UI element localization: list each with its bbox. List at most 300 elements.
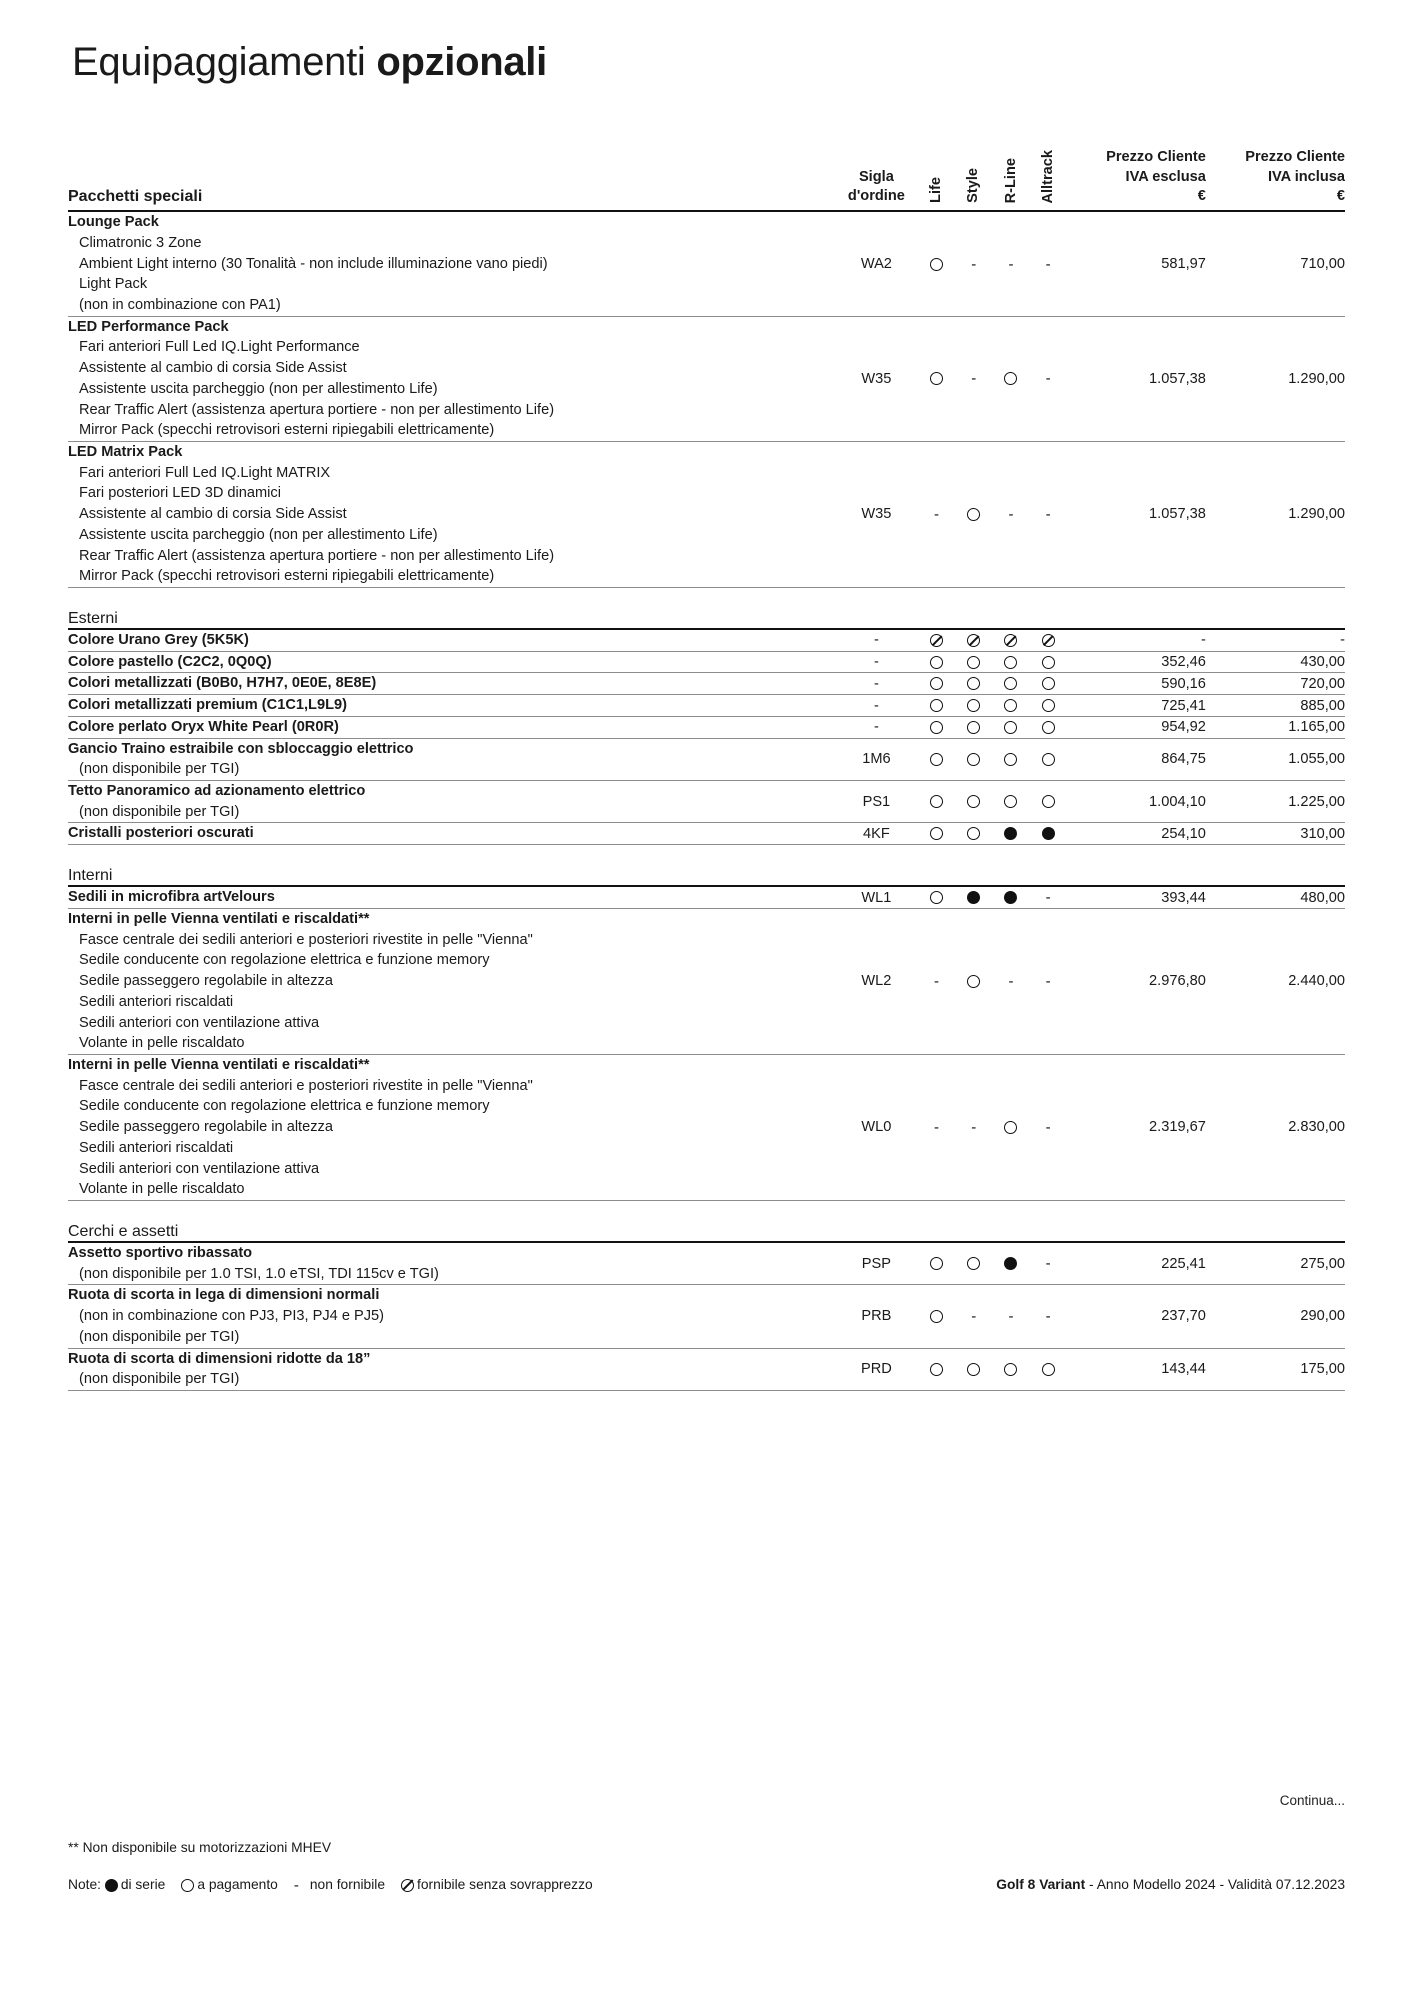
symbol-optional <box>930 891 943 904</box>
symbol-unavailable: - <box>934 1119 940 1137</box>
option-availability-life <box>918 629 955 651</box>
option-availability-life <box>918 1348 955 1390</box>
option-description <box>68 886 835 908</box>
symbol-unavailable: - <box>1045 889 1051 907</box>
option-note: (non disponibile per 1.0 TSI, 1.0 eTSI, TDI 115cv e TGI) <box>79 1265 439 1282</box>
document-footer <box>996 1877 1345 1892</box>
option-availability-rline <box>992 651 1029 672</box>
option-availability-rline <box>992 316 1029 441</box>
header-order-code: Sigla d'ordine <box>847 168 905 205</box>
option-order-code: WL2 <box>861 973 892 990</box>
option-description <box>68 1054 835 1200</box>
option-name: Sedili in microfibra artVelours <box>68 889 275 906</box>
option-name: LED Performance Pack <box>68 318 229 335</box>
option-price-incl-vat: 1.290,00 <box>1288 506 1345 523</box>
option-availability-rline <box>992 629 1029 651</box>
table-row <box>68 908 1345 1054</box>
symbol-optional <box>930 699 943 712</box>
document-footer-rest: - Anno Modello 2024 - Validità 07.12.2023 <box>1085 1877 1345 1892</box>
symbol-unavailable: - <box>1045 1308 1051 1326</box>
option-description <box>68 1242 835 1284</box>
option-name: Colore perlato Oryx White Pearl (0R0R) <box>68 718 339 735</box>
option-availability-style <box>955 211 992 316</box>
option-price-excl-vat: 581,97 <box>1161 255 1206 272</box>
option-order-code: - <box>873 675 879 692</box>
option-name: Colori metallizzati (B0B0, H7H7, 0E0E, 8E8E) <box>68 675 377 692</box>
symbol-no-surcharge <box>930 634 943 647</box>
symbol-unavailable: - <box>1045 370 1051 388</box>
legend-item <box>294 1877 385 1892</box>
option-description <box>68 823 835 844</box>
option-availability-rline <box>992 781 1029 823</box>
option-description <box>68 738 835 780</box>
symbol-unavailable: - <box>293 1876 299 1894</box>
option-detail: Sedili anteriori riscaldati <box>79 993 234 1010</box>
symbol-optional <box>1042 677 1055 690</box>
option-name: Tetto Panoramico ad azionamento elettrico <box>68 783 366 800</box>
option-detail: Assistente uscita parcheggio (non per allestimento Life) <box>79 526 438 543</box>
option-name: Ruota di scorta di dimensioni ridotte da 18” <box>68 1350 371 1367</box>
option-price-incl-vat: 710,00 <box>1300 255 1345 272</box>
symbol-optional <box>930 721 943 734</box>
option-price-excl-vat: 225,41 <box>1161 1255 1206 1272</box>
option-name: Lounge Pack <box>68 214 159 231</box>
legend-item-label: non fornibile <box>309 1877 386 1892</box>
symbol-optional <box>1004 677 1017 690</box>
option-price-incl-vat: 1.225,00 <box>1288 793 1345 810</box>
symbol-optional <box>1004 1363 1017 1376</box>
option-note: (non disponibile per TGI) <box>79 761 240 778</box>
option-name: Colore Urano Grey (5K5K) <box>68 632 249 648</box>
symbol-unavailable: - <box>1045 973 1051 991</box>
option-price-incl-vat: 1.165,00 <box>1288 719 1345 736</box>
symbol-optional <box>930 677 943 690</box>
option-availability-rline <box>992 823 1029 844</box>
option-availability-style <box>955 695 992 716</box>
option-order-code: - <box>873 654 879 671</box>
option-availability-alltrack <box>1030 651 1067 672</box>
option-price-incl-vat: 1.290,00 <box>1288 370 1345 387</box>
option-description <box>68 695 835 716</box>
symbol-optional <box>967 795 980 808</box>
option-availability-alltrack <box>1030 1242 1067 1284</box>
spacer <box>68 845 1345 868</box>
option-price-excl-vat: 1.057,38 <box>1149 506 1206 523</box>
option-price-incl-vat: 275,00 <box>1300 1255 1345 1272</box>
option-detail: Volante in pelle riscaldato <box>79 1181 245 1198</box>
option-detail: Sedile conducente con regolazione elettrica e funzione memory <box>79 1098 490 1115</box>
option-detail: Sedili anteriori riscaldati <box>79 1139 234 1156</box>
option-price-excl-vat: 143,44 <box>1161 1361 1206 1378</box>
option-availability-alltrack <box>1030 1054 1067 1200</box>
symbol-optional <box>1042 795 1055 808</box>
option-availability-style <box>955 629 992 651</box>
continued-label: Continua... <box>1279 1793 1345 1808</box>
option-availability-alltrack <box>1030 908 1067 1054</box>
option-note: (non disponibile per TGI) <box>79 1328 240 1345</box>
option-price-incl-vat: 885,00 <box>1300 697 1345 714</box>
option-price-excl-vat: 1.057,38 <box>1149 370 1206 387</box>
symbol-unavailable: - <box>971 1308 977 1326</box>
symbol-unavailable: - <box>934 506 940 524</box>
option-availability-life <box>918 316 955 441</box>
option-detail: Light Pack <box>79 276 148 293</box>
option-order-code: - <box>873 632 879 649</box>
option-description <box>68 316 835 441</box>
option-price-incl-vat: 480,00 <box>1300 889 1345 906</box>
symbol-optional <box>930 753 943 766</box>
option-order-code: PSP <box>861 1255 891 1272</box>
legend <box>68 1877 609 1892</box>
option-availability-life <box>918 1054 955 1200</box>
option-availability-life <box>918 673 955 694</box>
header-trim-life: Life <box>928 177 945 204</box>
option-name: Interni in pelle Vienna ventilati e riscaldati** <box>68 910 370 927</box>
option-availability-rline <box>992 1054 1029 1200</box>
option-availability-alltrack <box>1030 716 1067 737</box>
option-detail: Fasce centrale dei sedili anteriori e posteriori rivestite in pelle "Vienna" <box>79 931 533 948</box>
option-availability-style <box>955 651 992 672</box>
symbol-optional <box>967 721 980 734</box>
table-row <box>68 1242 1345 1284</box>
option-price-incl-vat: 2.440,00 <box>1288 973 1345 990</box>
option-price-excl-vat: 2.976,80 <box>1149 973 1206 990</box>
symbol-standard <box>1042 827 1055 840</box>
header-first-col: Pacchetti speciali <box>68 188 203 206</box>
section-heading <box>68 1223 1345 1241</box>
symbol-optional <box>930 1310 943 1323</box>
table-row <box>68 781 1345 823</box>
page-title-bold: opzionali <box>376 40 547 84</box>
symbol-unavailable: - <box>971 255 977 273</box>
option-detail: Climatronic 3 Zone <box>79 234 202 251</box>
option-note: (non disponibile per TGI) <box>79 1371 240 1388</box>
option-detail: Rear Traffic Alert (assistenza apertura portiere - non per allestimento Life) <box>79 401 555 418</box>
option-availability-life <box>918 716 955 737</box>
option-availability-alltrack <box>1030 316 1067 441</box>
option-price-incl-vat: 290,00 <box>1300 1308 1345 1325</box>
option-name: Cristalli posteriori oscurati <box>68 825 254 842</box>
option-availability-life <box>918 1242 955 1284</box>
symbol-unavailable: - <box>1008 1308 1014 1326</box>
table-row <box>68 1054 1345 1200</box>
option-description <box>68 781 835 823</box>
option-availability-rline <box>992 211 1029 316</box>
symbol-optional <box>930 795 943 808</box>
option-detail: Volante in pelle riscaldato <box>79 1035 245 1052</box>
document-footer-model: Golf 8 Variant <box>996 1877 1086 1892</box>
option-detail: Rear Traffic Alert (assistenza apertura portiere - non per allestimento Life) <box>79 547 555 564</box>
option-availability-rline <box>992 1242 1029 1284</box>
option-availability-style <box>955 823 992 844</box>
header-price-excl-vat: Prezzo Cliente IVA esclusa € <box>1106 149 1206 205</box>
option-availability-rline <box>992 738 1029 780</box>
symbol-optional <box>967 827 980 840</box>
option-availability-life <box>918 738 955 780</box>
option-availability-alltrack <box>1030 629 1067 651</box>
symbol-optional <box>1042 753 1055 766</box>
symbol-optional <box>1042 721 1055 734</box>
option-order-code: - <box>873 719 879 736</box>
option-price-excl-vat: 725,41 <box>1161 697 1206 714</box>
table-header-row <box>68 148 1345 210</box>
option-description <box>68 673 835 694</box>
option-note: (non disponibile per TGI) <box>79 803 240 820</box>
option-name: Ruota di scorta in lega di dimensioni normali <box>68 1287 380 1304</box>
option-price-incl-vat: 720,00 <box>1300 675 1345 692</box>
option-order-code: WA2 <box>860 255 892 272</box>
option-order-code: - <box>873 697 879 714</box>
symbol-unavailable: - <box>1008 506 1014 524</box>
symbol-unavailable: - <box>1045 255 1051 273</box>
header-price-incl-vat: Prezzo Cliente IVA inclusa € <box>1245 149 1345 205</box>
option-order-code: WL1 <box>861 889 892 906</box>
option-detail: Assistente al cambio di corsia Side Assist <box>79 506 347 523</box>
header-trim-alltrack: Alltrack <box>1039 149 1056 204</box>
symbol-standard <box>105 1879 118 1892</box>
option-availability-rline <box>992 441 1029 587</box>
symbol-standard <box>1004 891 1017 904</box>
table-row <box>68 673 1345 694</box>
symbol-unavailable: - <box>934 973 940 991</box>
option-availability-life <box>918 651 955 672</box>
table-row <box>68 886 1345 908</box>
option-detail: Mirror Pack (specchi retrovisori esterni ripiegabili elettricamente) <box>79 422 495 439</box>
option-order-code: PRB <box>861 1308 892 1325</box>
legend-item-label: di serie <box>120 1877 166 1892</box>
header-trim-style: Style <box>965 168 982 204</box>
option-price-incl-vat: 310,00 <box>1300 825 1345 842</box>
option-order-code: PRD <box>860 1361 892 1378</box>
page-title <box>72 40 547 85</box>
symbol-optional <box>1004 372 1017 385</box>
symbol-optional <box>930 258 943 271</box>
options-table-body <box>68 148 1345 1391</box>
table-row <box>68 695 1345 716</box>
table-row <box>68 651 1345 672</box>
symbol-no-surcharge <box>1004 634 1017 647</box>
option-description <box>68 651 835 672</box>
option-price-excl-vat: - <box>1200 632 1206 649</box>
option-availability-rline <box>992 1348 1029 1390</box>
option-detail: Assistente al cambio di corsia Side Assist <box>79 360 347 377</box>
option-price-excl-vat: 393,44 <box>1161 889 1206 906</box>
option-detail: Fari posteriori LED 3D dinamici <box>79 485 281 502</box>
symbol-optional <box>1042 1363 1055 1376</box>
option-availability-style <box>955 781 992 823</box>
option-name: Interni in pelle Vienna ventilati e riscaldati** <box>68 1056 370 1073</box>
table-row <box>68 629 1345 651</box>
option-availability-alltrack <box>1030 823 1067 844</box>
symbol-optional <box>930 1363 943 1376</box>
rule-thin <box>68 1390 1345 1391</box>
section-heading-label: Interni <box>68 867 113 885</box>
option-availability-rline <box>992 695 1029 716</box>
symbol-optional <box>967 508 980 521</box>
option-availability-alltrack <box>1030 738 1067 780</box>
option-availability-alltrack <box>1030 211 1067 316</box>
option-description <box>68 1285 835 1348</box>
option-availability-life <box>918 886 955 908</box>
symbol-optional <box>930 656 943 669</box>
option-availability-life <box>918 211 955 316</box>
option-detail: Fasce centrale dei sedili anteriori e posteriori rivestite in pelle "Vienna" <box>79 1077 533 1094</box>
page-title-normal: Equipaggiamenti <box>72 40 377 84</box>
symbol-unavailable: - <box>1045 506 1051 524</box>
option-name: LED Matrix Pack <box>68 443 183 460</box>
option-detail: Mirror Pack (specchi retrovisori esterni ripiegabili elettricamente) <box>79 568 495 585</box>
option-detail: Sedile passeggero regolabile in altezza <box>79 973 333 990</box>
symbol-unavailable: - <box>971 370 977 388</box>
option-description <box>68 441 835 587</box>
option-order-code: 4KF <box>863 825 890 842</box>
option-availability-life <box>918 695 955 716</box>
symbol-optional <box>967 975 980 988</box>
symbol-standard <box>1004 1257 1017 1270</box>
option-availability-life <box>918 1285 955 1348</box>
table-row <box>68 441 1345 587</box>
option-availability-alltrack <box>1030 1348 1067 1390</box>
option-price-excl-vat: 352,46 <box>1161 654 1206 671</box>
symbol-optional <box>181 1879 194 1892</box>
option-price-excl-vat: 1.004,10 <box>1149 793 1206 810</box>
option-name: Gancio Traino estraibile con sbloccaggio elettrico <box>68 740 414 757</box>
option-availability-rline <box>992 1285 1029 1348</box>
symbol-unavailable: - <box>971 1119 977 1137</box>
option-price-excl-vat: 864,75 <box>1161 751 1206 768</box>
option-availability-rline <box>992 716 1029 737</box>
symbol-optional <box>930 372 943 385</box>
symbol-optional <box>967 699 980 712</box>
footnote-mhev: ** Non disponibile su motorizzazioni MHEV <box>68 1840 332 1855</box>
option-availability-rline <box>992 673 1029 694</box>
option-order-code: W35 <box>861 370 892 387</box>
symbol-optional <box>1004 656 1017 669</box>
option-price-incl-vat: 1.055,00 <box>1288 751 1345 768</box>
option-price-incl-vat: - <box>1340 632 1345 649</box>
symbol-optional <box>967 656 980 669</box>
option-order-code: WL0 <box>861 1119 892 1136</box>
symbol-optional <box>1004 1121 1017 1134</box>
option-availability-style <box>955 716 992 737</box>
table-row <box>68 716 1345 737</box>
section-heading <box>68 867 1345 885</box>
symbol-no-surcharge <box>401 1879 414 1892</box>
option-price-excl-vat: 590,16 <box>1161 675 1206 692</box>
table-row <box>68 738 1345 780</box>
option-price-incl-vat: 430,00 <box>1300 654 1345 671</box>
option-detail: Fari anteriori Full Led IQ.Light MATRIX <box>79 464 331 481</box>
legend-item <box>181 1877 278 1892</box>
section-heading-label: Cerchi e assetti <box>68 1222 179 1240</box>
option-price-excl-vat: 237,70 <box>1161 1308 1206 1325</box>
option-price-incl-vat: 175,00 <box>1300 1361 1345 1378</box>
symbol-optional <box>967 1363 980 1376</box>
option-availability-style <box>955 738 992 780</box>
option-availability-alltrack <box>1030 441 1067 587</box>
spacer <box>68 1200 1345 1223</box>
symbol-optional <box>1042 656 1055 669</box>
symbol-unavailable: - <box>1008 973 1014 991</box>
option-price-excl-vat: 2.319,67 <box>1149 1119 1206 1136</box>
symbol-optional <box>1042 699 1055 712</box>
option-availability-alltrack <box>1030 1285 1067 1348</box>
option-description <box>68 211 835 316</box>
section-heading <box>68 610 1345 628</box>
option-detail: Sedile passeggero regolabile in altezza <box>79 1119 333 1136</box>
option-availability-style <box>955 673 992 694</box>
option-order-code: 1M6 <box>862 751 891 768</box>
legend-label: Note: <box>68 1877 101 1892</box>
symbol-optional <box>1004 699 1017 712</box>
symbol-no-surcharge <box>967 634 980 647</box>
symbol-unavailable: - <box>1008 255 1014 273</box>
option-availability-alltrack <box>1030 695 1067 716</box>
option-price-excl-vat: 954,92 <box>1161 719 1206 736</box>
symbol-optional <box>1004 795 1017 808</box>
legend-item <box>105 1877 165 1892</box>
legend-item-label: fornibile senza sovrapprezzo <box>417 1877 593 1892</box>
table-row <box>68 823 1345 844</box>
section-heading-label: Esterni <box>68 610 118 627</box>
option-note: (non in combinazione con PJ3, PI3, PJ4 e PJ5) <box>79 1308 385 1325</box>
legend-item-label: a pagamento <box>197 1877 278 1892</box>
option-description <box>68 629 835 651</box>
option-description <box>68 1348 835 1390</box>
option-availability-rline <box>992 886 1029 908</box>
option-availability-style <box>955 441 992 587</box>
symbol-unavailable: - <box>1045 1119 1051 1137</box>
option-availability-style <box>955 1285 992 1348</box>
option-description <box>68 908 835 1054</box>
option-detail: (non in combinazione con PA1) <box>79 296 281 313</box>
option-availability-alltrack <box>1030 781 1067 823</box>
symbol-standard <box>1004 827 1017 840</box>
option-order-code: W35 <box>861 506 892 523</box>
option-availability-life <box>918 781 955 823</box>
option-price-excl-vat: 254,10 <box>1161 825 1206 842</box>
option-name: Colori metallizzati premium (C1C1,L9L9) <box>68 697 347 714</box>
option-availability-style <box>955 908 992 1054</box>
option-availability-life <box>918 441 955 587</box>
option-availability-life <box>918 823 955 844</box>
table-row <box>68 1348 1345 1390</box>
spacer <box>68 588 1345 611</box>
option-availability-style <box>955 1054 992 1200</box>
option-detail: Sedili anteriori con ventilazione attiva <box>79 1160 320 1177</box>
option-availability-rline <box>992 908 1029 1054</box>
option-availability-alltrack <box>1030 886 1067 908</box>
option-availability-style <box>955 1242 992 1284</box>
option-detail: Ambient Light interno (30 Tonalità - non include illuminazione vano piedi) <box>79 255 548 272</box>
option-price-incl-vat: 2.830,00 <box>1288 1119 1345 1136</box>
symbol-optional <box>930 1257 943 1270</box>
symbol-optional <box>1004 753 1017 766</box>
option-detail: Sedili anteriori con ventilazione attiva <box>79 1014 320 1031</box>
options-table <box>68 148 1345 1391</box>
table-row <box>68 211 1345 316</box>
symbol-optional <box>967 1257 980 1270</box>
option-detail: Fari anteriori Full Led IQ.Light Performance <box>79 339 360 356</box>
option-description <box>68 716 835 737</box>
symbol-optional <box>1004 721 1017 734</box>
symbol-optional <box>967 677 980 690</box>
symbol-no-surcharge <box>1042 634 1055 647</box>
header-trim-rline: R-Line <box>1002 157 1019 204</box>
table-row <box>68 316 1345 441</box>
option-detail: Sedile conducente con regolazione elettrica e funzione memory <box>79 952 490 969</box>
legend-item <box>401 1877 593 1892</box>
